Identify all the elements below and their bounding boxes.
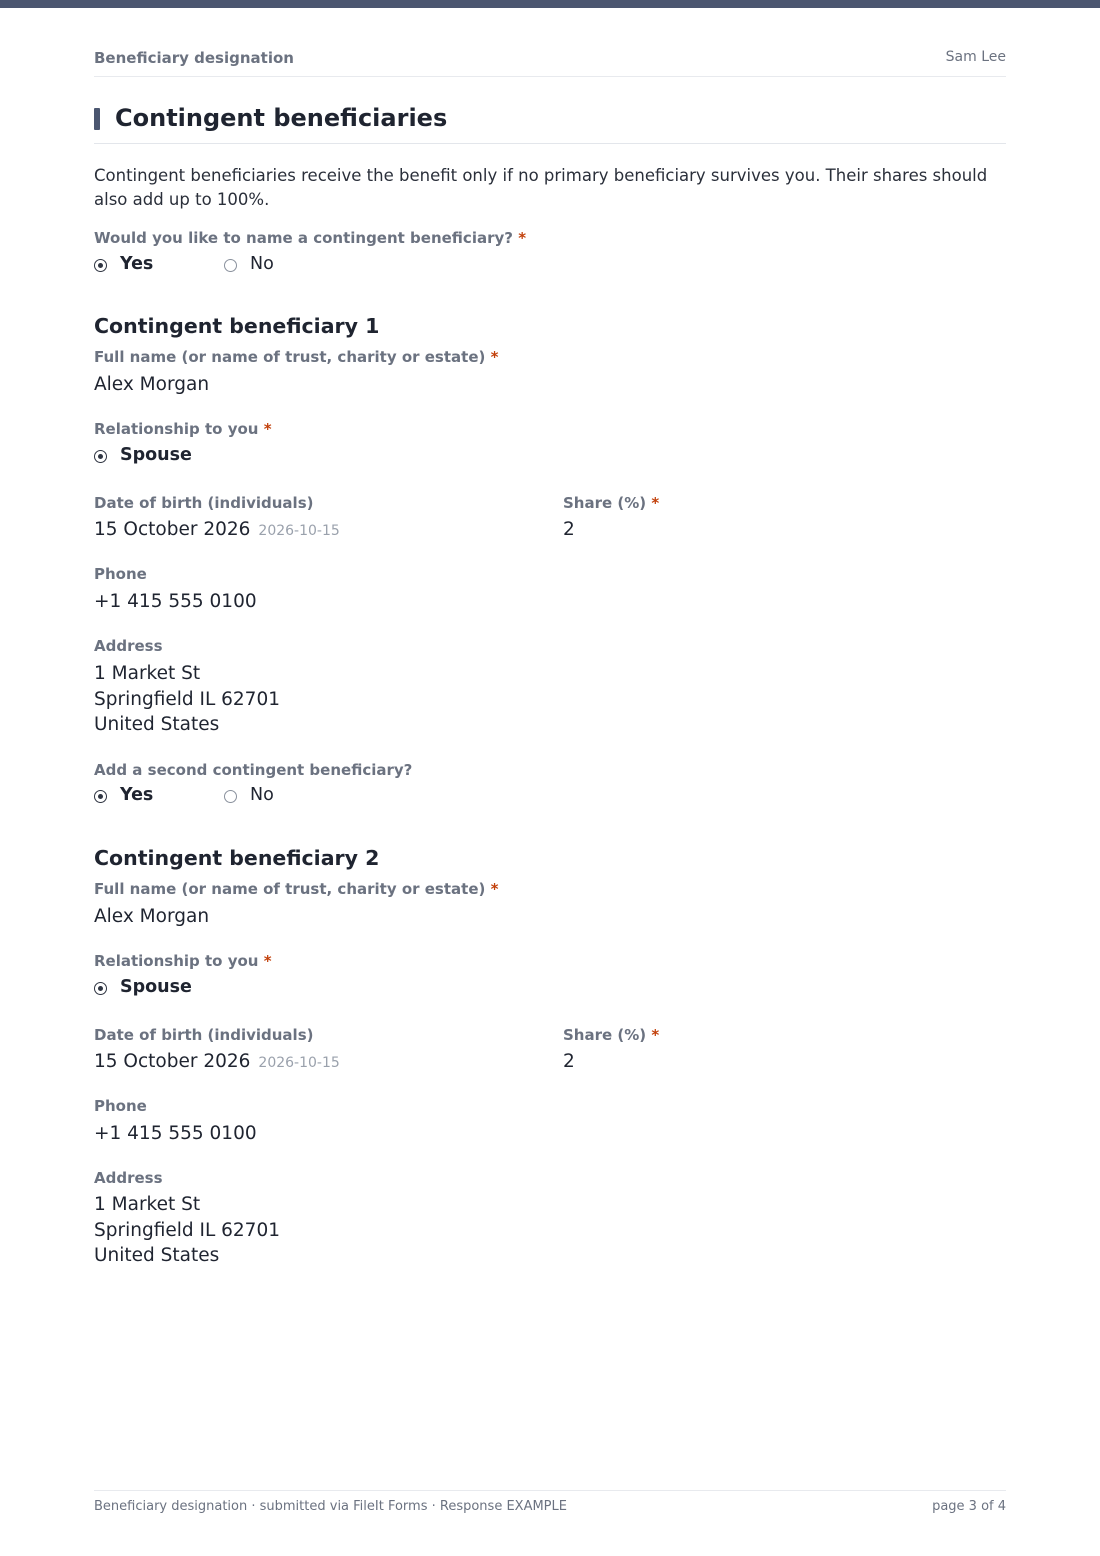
radio-checked-icon[interactable]: [94, 259, 107, 272]
beneficiary-2-address-label: Address: [94, 1169, 163, 1187]
beneficiary-1-dob-value: 15 October 2026 2026-10-15: [94, 519, 340, 540]
beneficiary-2-share-value: 2: [563, 1051, 575, 1072]
address-line-2: Springfield IL 62701: [94, 688, 280, 710]
beneficiary-2-name-value: Alex Morgan: [94, 906, 210, 927]
document-title: Beneficiary designation: [94, 49, 294, 67]
beneficiary-1-dob-iso: 2026-10-15: [258, 523, 340, 539]
section-heading: [94, 102, 1006, 144]
page-footer: [94, 1490, 1006, 1521]
top-accent-bar: [0, 0, 1100, 8]
beneficiary-2-phone-label: Phone: [94, 1097, 147, 1115]
beneficiary-2-address-value: [94, 1192, 280, 1269]
required-marker: *: [651, 494, 660, 512]
radio-checked-icon[interactable]: [94, 450, 107, 463]
beneficiary-1-address-value: [94, 661, 280, 738]
address-line-3: United States: [94, 714, 220, 735]
radio-unchecked-icon[interactable]: [224, 259, 237, 272]
beneficiary-1-name-value: Alex Morgan: [94, 374, 210, 395]
required-marker: *: [263, 952, 272, 970]
beneficiary-2-name-label: Full name (or name of trust, charity or estate) *: [94, 880, 499, 898]
section-title: Contingent beneficiaries: [115, 104, 448, 132]
beneficiary-1-share-label: Share (%) *: [563, 494, 660, 512]
radio-label-yes: Yes: [120, 785, 154, 805]
radio-checked-icon[interactable]: [94, 982, 107, 995]
required-marker: *: [518, 229, 527, 247]
beneficiary-2-dob-value: 15 October 2026 2026-10-15: [94, 1051, 340, 1072]
address-line-1: 1 Market St: [94, 1194, 201, 1215]
required-marker: *: [490, 348, 499, 366]
address-line-3: United States: [94, 1245, 220, 1266]
beneficiary-2-relationship-label: Relationship to you *: [94, 952, 272, 970]
beneficiary-2-phone-value: +1 415 555 0100: [94, 1123, 257, 1144]
beneficiary-1-address-label: Address: [94, 637, 163, 655]
page-header: [94, 48, 1006, 77]
footer-submission-info: Beneficiary designation · submitted via FileIt Forms · Response EXAMPLE: [94, 1499, 567, 1514]
address-line-1: 1 Market St: [94, 663, 201, 684]
footer-page-number: page 3 of 4: [932, 1499, 1006, 1514]
second-contingent-question-label: Add a second contingent beneficiary?: [94, 761, 413, 779]
required-marker: *: [263, 420, 272, 438]
radio-label-spouse: Spouse: [120, 977, 192, 997]
required-marker: *: [490, 880, 499, 898]
contingent-question-label: Would you like to name a contingent beneficiary? *: [94, 229, 527, 247]
radio-label-spouse: Spouse: [120, 445, 192, 465]
beneficiary-2-share-label: Share (%) *: [563, 1026, 660, 1044]
radio-label-no: No: [250, 254, 274, 274]
radio-label-yes: Yes: [120, 254, 154, 274]
radio-checked-icon[interactable]: [94, 790, 107, 803]
beneficiary-2-title: Contingent beneficiary 2: [94, 846, 380, 870]
radio-label-no: No: [250, 785, 274, 805]
beneficiary-1-share-value: 2: [563, 519, 575, 540]
radio-unchecked-icon[interactable]: [224, 790, 237, 803]
beneficiary-1-title: Contingent beneficiary 1: [94, 314, 380, 338]
beneficiary-2-dob-iso: 2026-10-15: [258, 1055, 340, 1071]
required-marker: *: [651, 1026, 660, 1044]
respondent-name: Sam Lee: [945, 49, 1006, 65]
beneficiary-1-relationship-label: Relationship to you *: [94, 420, 272, 438]
section-intro: Contingent beneficiaries receive the benefit only if no primary beneficiary survives you. Their shares should also add up to 100%.: [94, 166, 988, 209]
beneficiary-1-phone-value: +1 415 555 0100: [94, 591, 257, 612]
section-accent-mark: [94, 108, 100, 130]
address-line-2: Springfield IL 62701: [94, 1219, 280, 1241]
beneficiary-2-dob-label: Date of birth (individuals): [94, 1026, 314, 1044]
beneficiary-1-dob-label: Date of birth (individuals): [94, 494, 314, 512]
beneficiary-1-phone-label: Phone: [94, 565, 147, 583]
beneficiary-1-name-label: Full name (or name of trust, charity or estate) *: [94, 348, 499, 366]
